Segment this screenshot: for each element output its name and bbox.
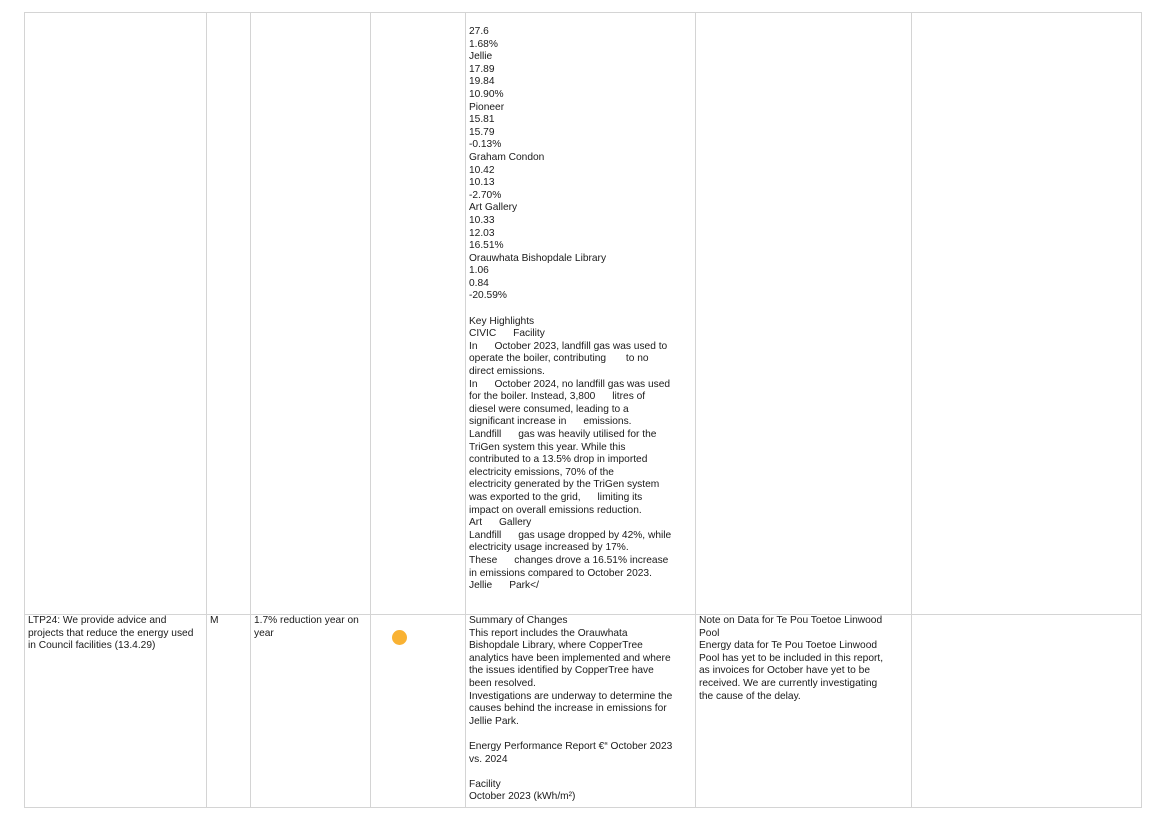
text-line: Landfill gas was heavily utilised for the (469, 429, 657, 440)
text-line (469, 728, 692, 741)
extra-cell (912, 13, 1142, 615)
text-line: In October 2023, landfill gas was used to (469, 340, 668, 352)
text-line: This report includes the Orauwhata (469, 627, 628, 639)
table-row (25, 615, 1142, 808)
text-line: the issues identified by CopperTree have (469, 665, 654, 677)
text-line: 15.79 (469, 126, 495, 138)
measure-text: LTP24: We provide advice and projects that reduce the energy used in Council facilities (13.4.29) (28, 615, 194, 652)
text-line: 10.13 (469, 177, 495, 189)
target-cell (251, 615, 371, 808)
text-line: 1.68% (469, 38, 498, 50)
text-line: 19.84 (469, 76, 495, 88)
text-line: significant increase in emissions. (469, 416, 632, 428)
text-line: -0.13% (469, 139, 502, 151)
text-line: 15.81 (469, 114, 495, 126)
text-line: 1.06 (469, 265, 489, 277)
text-line: Key Highlights (469, 315, 535, 327)
text-line: Orauwhata Bishopdale Library (469, 252, 607, 264)
status-cell (371, 615, 466, 808)
text-line: These changes drove a 16.51% increase (469, 554, 669, 566)
text-line: Art Gallery (469, 517, 532, 529)
text-line: Investigations are underway to determine the (469, 690, 673, 702)
text-line: causes behind the increase in emissions for (469, 703, 667, 715)
text-line: electricity usage increased by 17%. (469, 542, 629, 554)
text-line: 12.03 (469, 227, 495, 239)
text-line: 0.84 (469, 277, 489, 289)
text-line: 27.6 (469, 26, 489, 37)
text-line: analytics have been implemented and where (469, 652, 671, 664)
text-line: impact on overall emissions reduction. (469, 504, 642, 516)
details-cell (466, 615, 696, 808)
text-line: Energy Performance Report €“ October 2023 (469, 740, 673, 752)
target-text: 1.7% reduction year on year (254, 615, 359, 639)
text-line: the cause of the delay. (699, 690, 801, 702)
target-cell (251, 13, 371, 615)
text-line: in emissions compared to October 2023. (469, 567, 652, 579)
status-cell (371, 13, 466, 615)
code-text: M (210, 615, 219, 626)
note-cell (696, 13, 912, 615)
text-line: contributed to a 13.5% drop in imported (469, 454, 648, 466)
text-line: Energy data for Te Pou Toetoe Linwood (699, 640, 878, 652)
text-line: Pool has yet to be included in this report, (699, 652, 884, 664)
text-line: 10.90% (469, 88, 504, 100)
details-cell (466, 13, 696, 615)
text-line: received. We are currently investigating (699, 677, 878, 689)
text-line (469, 303, 692, 316)
text-line: Art Gallery (469, 202, 518, 214)
text-line: 17.89 (469, 63, 495, 75)
text-line: as invoices for October have yet to be (699, 665, 871, 677)
details-text (469, 26, 692, 593)
text-line: In October 2024, no landfill gas was used (469, 378, 671, 390)
measure-cell (25, 13, 207, 615)
text-line: operate the boiler, contributing to no (469, 353, 649, 365)
note-text (699, 615, 908, 703)
text-line: Graham Condon (469, 151, 545, 163)
text-line: -20.59% (469, 290, 507, 302)
code-cell (207, 13, 251, 615)
text-line: been resolved. (469, 677, 536, 689)
measure-cell (25, 615, 207, 808)
text-line: TriGen system this year. While this (469, 441, 626, 453)
note-cell (696, 615, 912, 808)
text-line: Note on Data for Te Pou Toetoe Linwood (699, 615, 883, 626)
details-text (469, 615, 692, 804)
text-line: Jellie Park. (469, 715, 519, 727)
text-line: for the boiler. Instead, 3,800 litres of (469, 391, 646, 403)
text-line (469, 766, 692, 779)
text-line: electricity emissions, 70% of the (469, 466, 614, 478)
text-line: 10.33 (469, 214, 495, 226)
text-line: vs. 2024 (469, 753, 508, 765)
text-line: October 2023 (kWh/m²) (469, 791, 576, 803)
text-line: Bishopdale Library, where CopperTree (469, 640, 643, 652)
text-line: Facility (469, 778, 501, 790)
text-line: diesel were consumed, leading to a (469, 403, 629, 415)
text-line: -2.70% (469, 189, 502, 201)
text-line: CIVIC Facility (469, 328, 545, 340)
text-line: direct emissions. (469, 366, 545, 378)
text-line: Pioneer (469, 101, 505, 113)
status-indicator-icon (392, 630, 407, 645)
text-line: electricity generated by the TriGen system (469, 479, 660, 491)
table-row (25, 13, 1142, 615)
text-line: Jellie Park</ (469, 580, 539, 592)
text-line: Pool (699, 627, 720, 639)
text-line: Landfill gas usage dropped by 42%, while (469, 529, 672, 541)
extra-cell (912, 615, 1142, 808)
text-line: Summary of Changes (469, 615, 568, 626)
performance-report-table (24, 12, 1142, 808)
code-cell (207, 615, 251, 808)
text-line: Jellie (469, 51, 493, 63)
text-line: was exported to the grid, limiting its (469, 491, 643, 503)
text-line: 16.51% (469, 240, 504, 252)
text-line: 10.42 (469, 164, 495, 176)
